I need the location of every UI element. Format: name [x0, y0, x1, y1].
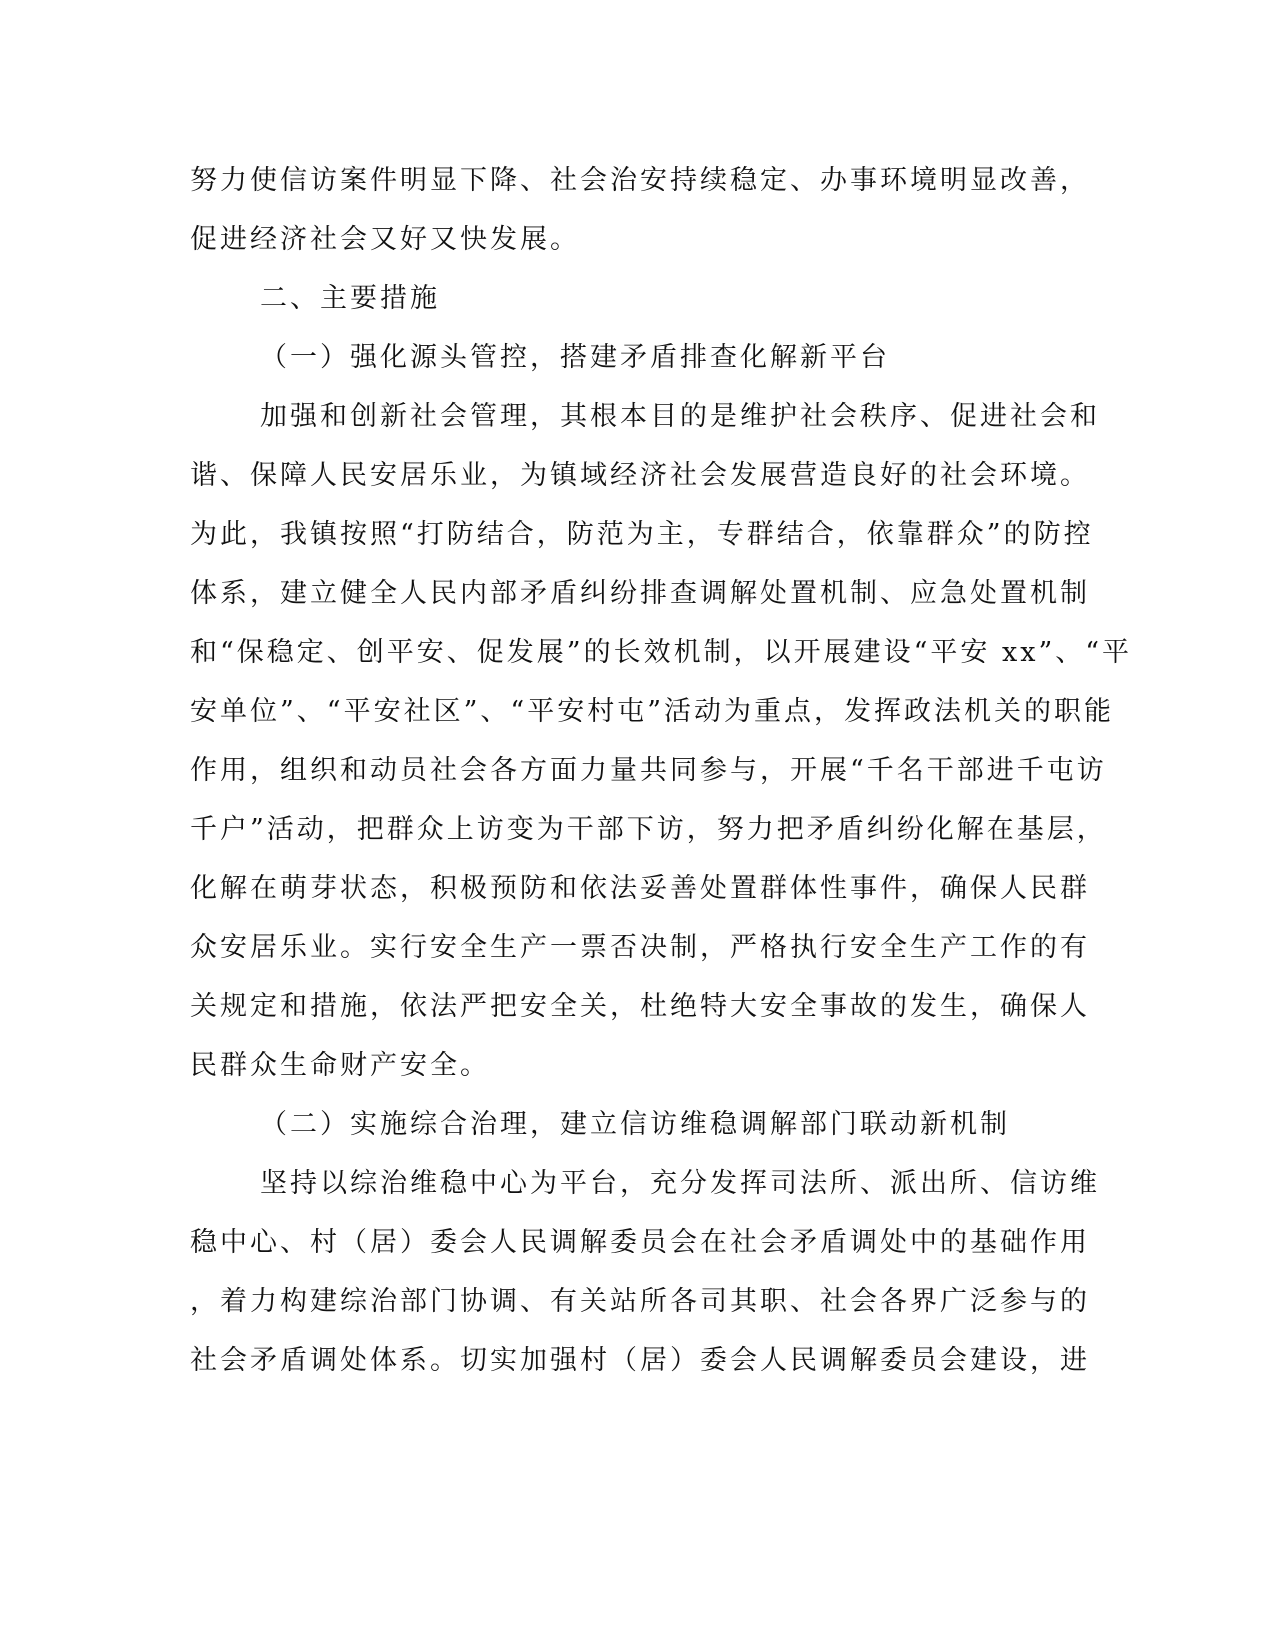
subsection-heading: （一）强化源头管控，搭建矛盾排查化解新平台 [260, 342, 890, 373]
body-text-line: 促进经济社会又好又快发展。 [190, 224, 580, 255]
body-text-line: ，着力构建综治部门协调、有关站所各司其职、社会各界广泛参与的 [190, 1286, 1090, 1317]
body-text-line: 体系，建立健全人民内部矛盾纠纷排查调解处置机制、应急处置机制 [190, 578, 1090, 609]
body-text-line: 作用，组织和动员社会各方面力量共同参与，开展“千名干部进千屯访 [190, 755, 1107, 786]
subsection-heading: （二）实施综合治理，建立信访维稳调解部门联动新机制 [260, 1109, 1010, 1140]
body-text-line: 化解在萌芽状态，积极预防和依法妥善处置群体性事件，确保人民群 [190, 873, 1090, 904]
body-text-line: 加强和创新社会管理，其根本目的是维护社会秩序、促进社会和 [260, 401, 1100, 432]
body-text-line: 努力使信访案件明显下降、社会治安持续稳定、办事环境明显改善， [190, 165, 1090, 196]
body-text-line: 谐、保障人民安居乐业，为镇域经济社会发展营造良好的社会环境。 [190, 460, 1090, 491]
body-text-line: 千户”活动，把群众上访变为干部下访，努力把矛盾纠纷化解在基层， [190, 814, 1107, 845]
body-text-line: 稳中心、村（居）委会人民调解委员会在社会矛盾调处中的基础作用 [190, 1227, 1090, 1258]
body-text-line: 关规定和措施，依法严把安全关，杜绝特大安全事故的发生，确保人 [190, 991, 1090, 1022]
body-text-line: 安单位”、“平安社区”、“平安村屯”活动为重点，发挥政法机关的职能 [190, 696, 1115, 727]
section-heading: 二、主要措施 [260, 283, 440, 314]
body-text-line: 众安居乐业。实行安全生产一票否决制，严格执行安全生产工作的有 [190, 932, 1090, 963]
body-text-line: 民群众生命财产安全。 [190, 1050, 490, 1081]
body-text-line: 社会矛盾调处体系。切实加强村（居）委会人民调解委员会建设，进 [190, 1345, 1090, 1376]
body-text-line: 为此，我镇按照“打防结合，防范为主，专群结合，依靠群众”的防控 [190, 519, 1094, 550]
body-text-line: 坚持以综治维稳中心为平台，充分发挥司法所、派出所、信访维 [260, 1168, 1100, 1199]
body-text-line: 和“保稳定、创平安、促发展”的长效机制，以开展建设“平安 xx”、“平 [190, 637, 1133, 668]
